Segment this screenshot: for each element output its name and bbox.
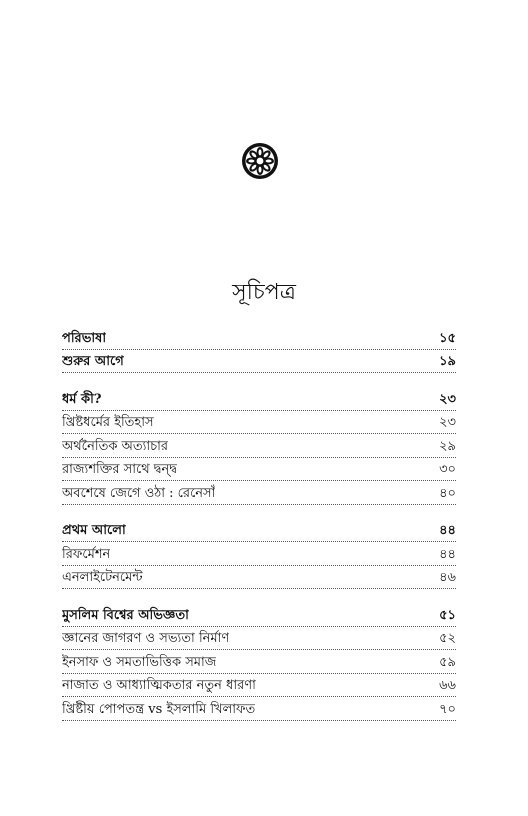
- toc-entry-title: খ্রিষ্টধর্মের ইতিহাস: [62, 415, 154, 430]
- toc-page-number: ৩০: [439, 462, 456, 477]
- table-of-contents: [62, 326, 456, 735]
- toc-entry-title: জ্ঞানের জাগরণ ও সভ্যতা নির্মাণ: [62, 631, 230, 646]
- toc-entry-title: পরিভাষা: [62, 330, 107, 346]
- toc-chapter-row: [62, 603, 456, 627]
- toc-page-number: ৪৪: [439, 546, 456, 562]
- toc-entry-row: [62, 434, 456, 458]
- toc-entry-row: [62, 411, 456, 435]
- toc-entry-row: [62, 650, 456, 674]
- toc-entry-title: অবশেষে জেগে ওঠা : রেনেসাঁ: [62, 485, 216, 501]
- toc-page-number: ১৫: [439, 330, 456, 346]
- toc-page-number: ৪৬: [439, 570, 456, 585]
- toc-entry-title: শুরুর আগে: [62, 354, 124, 369]
- toc-page-number: ৫৯: [439, 654, 456, 670]
- toc-page-number: ১৯: [439, 354, 456, 369]
- toc-entry-row: [62, 697, 456, 721]
- toc-entry-title: খ্রিষ্টীয় পোপতন্ত্র vs ইসলামি খিলাফত: [62, 701, 256, 717]
- toc-entry-row: [62, 458, 456, 482]
- toc-chapter-row: [62, 519, 456, 543]
- toc-entry-title: ইনসাফ ও সমতাভিত্তিক সমাজ: [62, 654, 217, 670]
- toc-page-number: ৪০: [439, 485, 456, 501]
- toc-page-number: ৫১: [439, 607, 456, 623]
- toc-page-number: ৭০: [439, 701, 456, 717]
- toc-page-number: ৫২: [439, 631, 456, 646]
- toc-entry-title: রিফর্মেশন: [62, 546, 111, 562]
- toc-page-number: ৬৬: [439, 678, 456, 693]
- toc-entry-title: প্রথম আলো: [62, 523, 126, 538]
- toc-page-number: ২৯: [439, 438, 456, 454]
- toc-section: [62, 519, 456, 590]
- toc-page-number: ৪৪: [439, 523, 456, 538]
- toc-entry-title: এনলাইটেনমেন্ট: [62, 570, 143, 585]
- toc-section: [62, 387, 456, 505]
- toc-entry-row: [62, 566, 456, 590]
- toc-entry-title: ধর্ম কী?: [62, 391, 102, 407]
- toc-page-number: ২৩: [439, 415, 456, 430]
- toc-entry-title: অর্থনৈতিক অত্যাচার: [62, 438, 169, 454]
- toc-entry-row: [62, 627, 456, 651]
- page-title: সূচিপত্র: [232, 280, 296, 305]
- toc-entry-row: [62, 674, 456, 698]
- toc-chapter-row: [62, 387, 456, 411]
- toc-entry-title: নাজাত ও আধ্যাত্মিকতার নতুন ধারণা: [62, 678, 256, 693]
- toc-entry-title: রাজ্যশক্তির সাথে দ্বন্দ্ব: [62, 462, 177, 477]
- flower-rosette-icon: [240, 141, 280, 181]
- toc-entry-row: [62, 481, 456, 505]
- toc-page-number: ২৩: [439, 391, 456, 407]
- toc-section: [62, 326, 456, 373]
- toc-entry-row: [62, 542, 456, 566]
- toc-chapter-row: [62, 350, 456, 374]
- toc-chapter-row: [62, 326, 456, 350]
- toc-entry-title: মুসলিম বিশ্বের অভিজ্ঞতা: [62, 607, 189, 623]
- toc-section: [62, 603, 456, 721]
